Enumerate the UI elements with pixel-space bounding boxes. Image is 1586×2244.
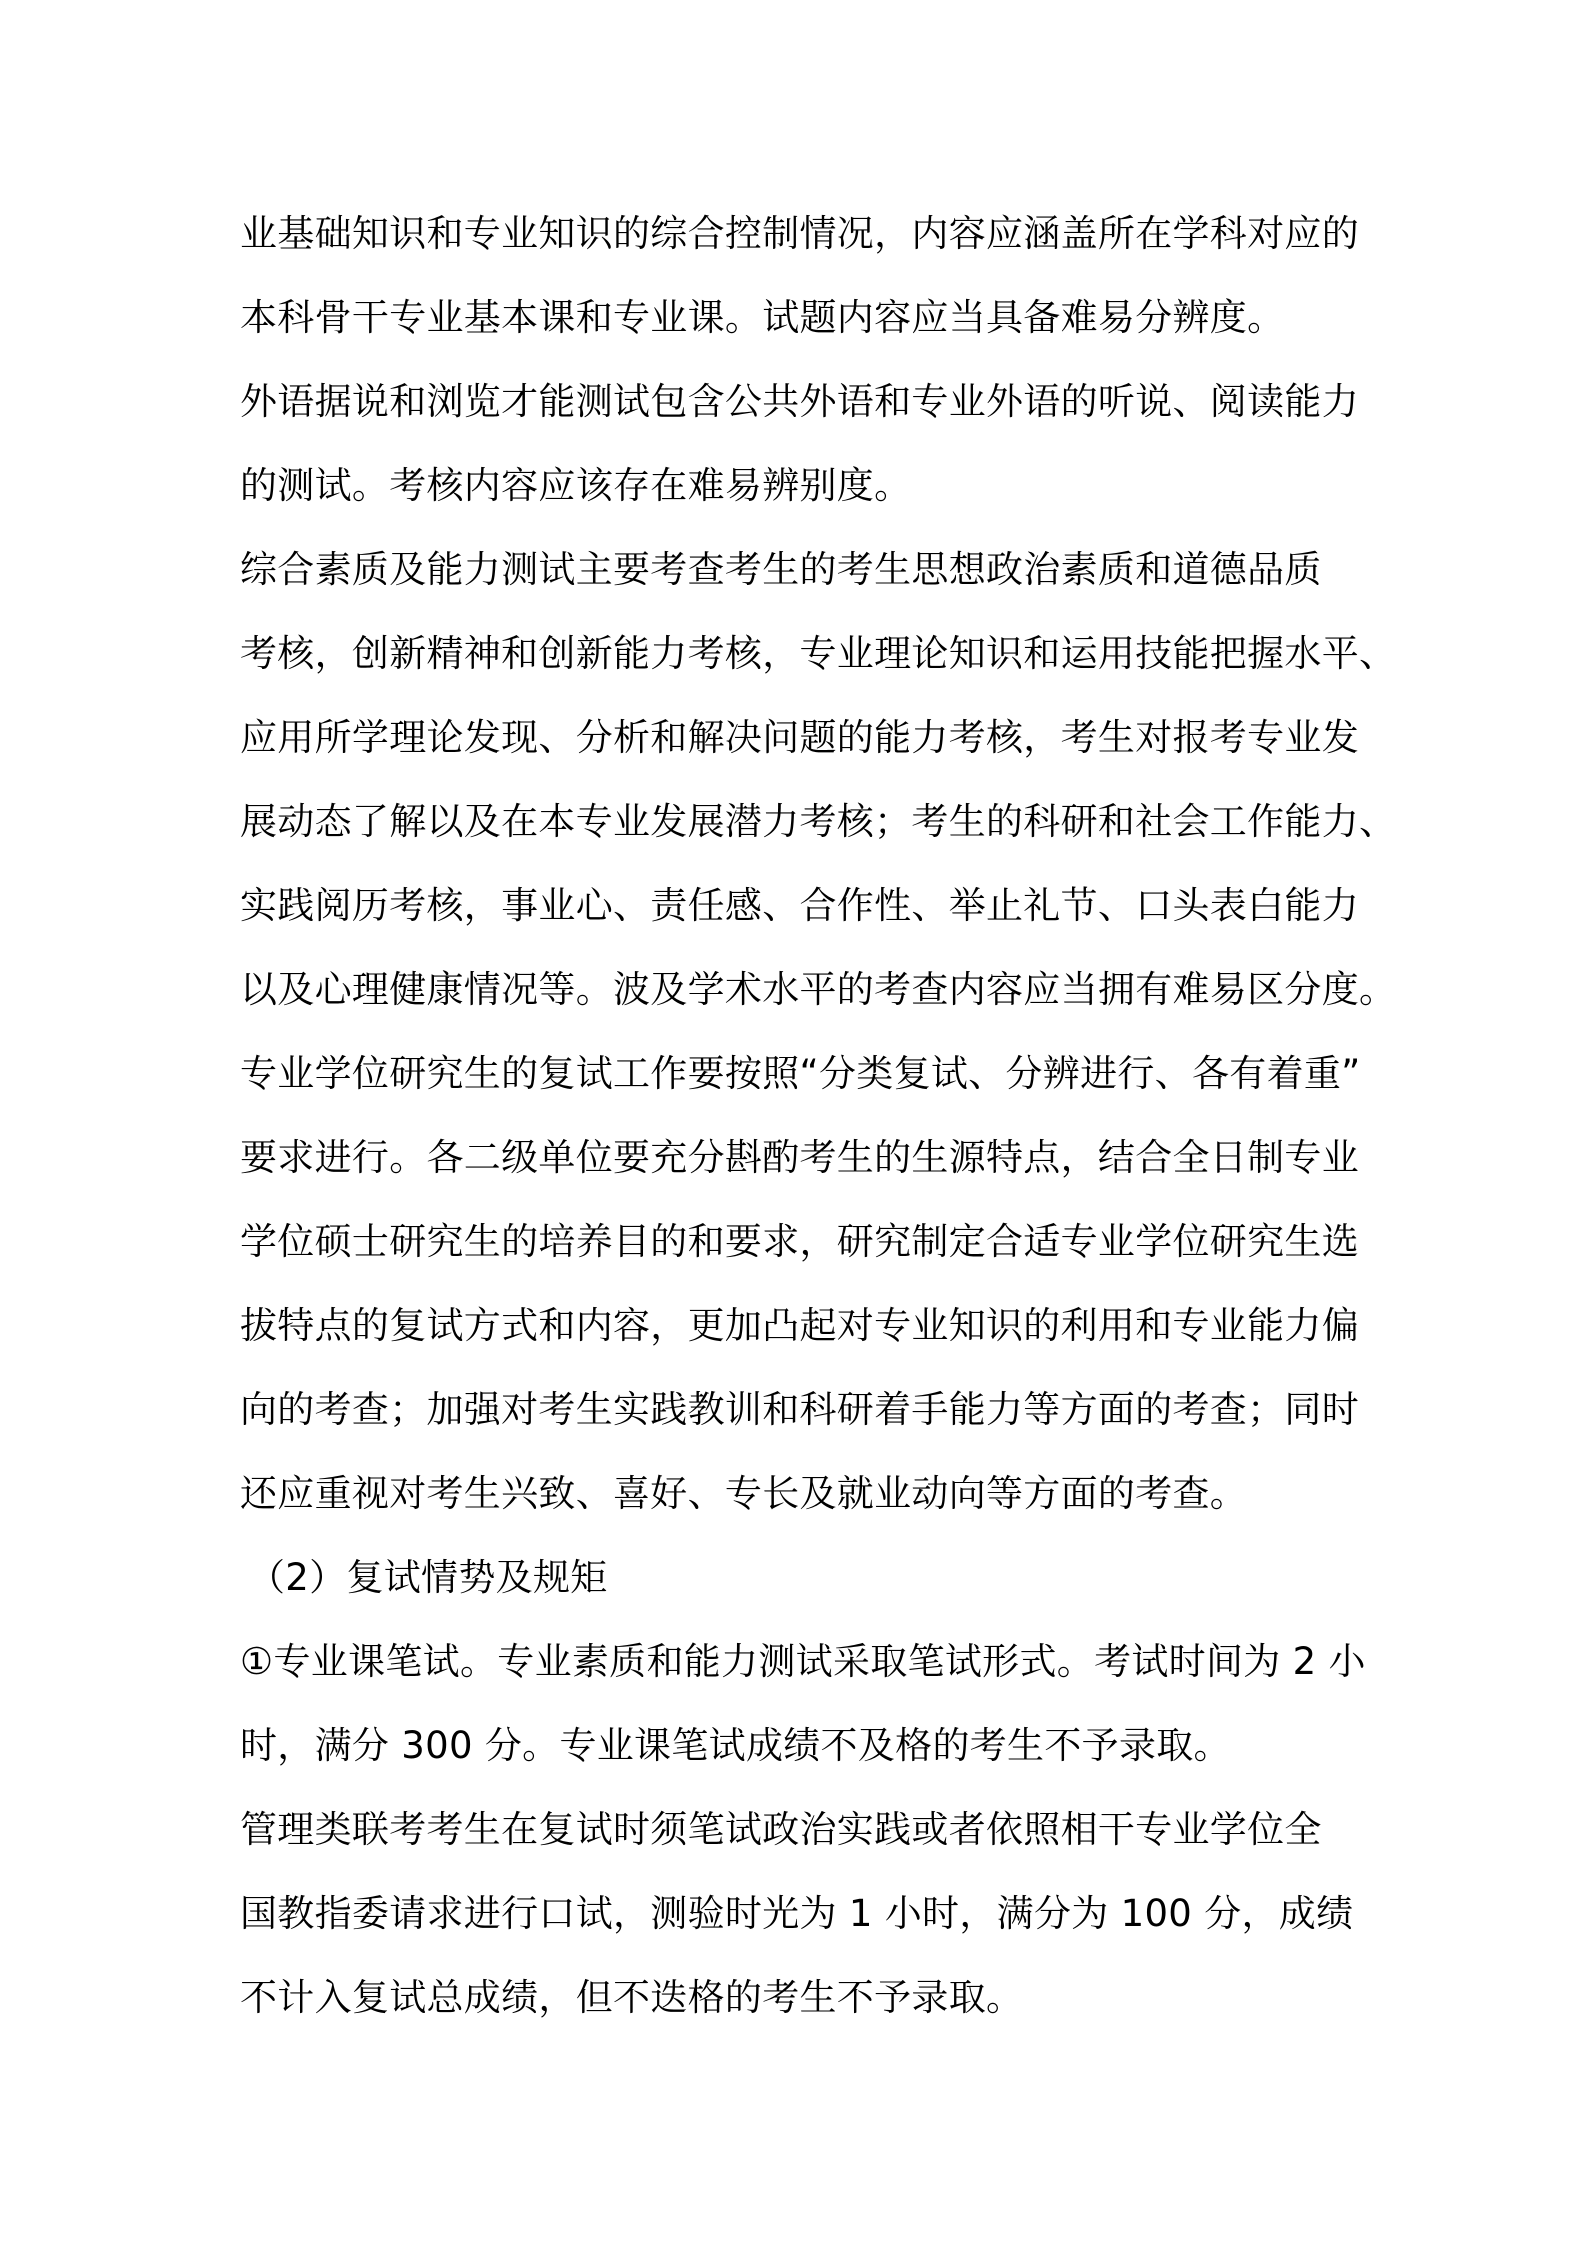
section-heading: （2）复试情势及规矩 xyxy=(248,1556,608,1599)
text-line: 展动态了解以及在本专业发展潜力考核；考生的科研和社会工作能力、 xyxy=(240,800,1397,843)
body-text xyxy=(240,192,1397,2040)
text-line: 应用所学理论发现、分析和解决问题的能力考核，考生对报考专业发 xyxy=(240,716,1359,759)
text-line: 要求进行。各二级单位要充分斟酌考生的生源特点，结合全日制专业 xyxy=(240,1136,1359,1179)
text-line: 以及心理健康情况等。波及学术水平的考查内容应当拥有难易区分度。 xyxy=(240,968,1397,1011)
text-line: 管理类联考考生在复试时须笔试政治实践或者依照相干专业学位全 xyxy=(240,1808,1322,1851)
text-line: 国教指委请求进行口试，测验时光为 1 小时，满分为 100 分，成绩 xyxy=(240,1892,1354,1935)
text-line: 学位硕士研究生的培养目的和要求，研究制定合适专业学位研究生选 xyxy=(240,1220,1359,1263)
text-line: 业基础知识和专业知识的综合控制情况，内容应涵盖所在学科对应的 xyxy=(240,212,1359,255)
text-line: 本科骨干专业基本课和专业课。试题内容应当具备难易分辨度。 xyxy=(240,296,1285,339)
text-line: 考核，创新精神和创新能力考核，专业理论知识和运用技能把握水平、 xyxy=(240,632,1397,675)
text-line: 时，满分 300 分。专业课笔试成绩不及格的考生不予录取。 xyxy=(240,1724,1231,1767)
text-line: 的测试。考核内容应该存在难易辨别度。 xyxy=(240,464,912,507)
text-line: 向的考查；加强对考生实践教训和科研着手能力等方面的考查；同时 xyxy=(240,1388,1359,1431)
text-line: ①专业课笔试。专业素质和能力测试采取笔试形式。考试时间为 2 小 xyxy=(240,1640,1366,1683)
text-line: 拔特点的复试方式和内容，更加凸起对专业知识的利用和专业能力偏 xyxy=(240,1304,1359,1347)
text-line: 还应重视对考生兴致、喜好、专长及就业动向等方面的考查。 xyxy=(240,1472,1248,1515)
text-line: 不计入复试总成绩，但不迭格的考生不予录取。 xyxy=(240,1976,1024,2019)
text-line: 实践阅历考核，事业心、责任感、合作性、举止礼节、口头表白能力 xyxy=(240,884,1359,927)
text-line: 专业学位研究生的复试工作要按照“分类复试、分辨进行、各有着重” xyxy=(240,1052,1361,1095)
text-line: 外语据说和浏览才能测试包含公共外语和专业外语的听说、阅读能力 xyxy=(240,380,1359,423)
text-line: 综合素质及能力测试主要考查考生的考生思想政治素质和道德品质 xyxy=(240,548,1322,591)
